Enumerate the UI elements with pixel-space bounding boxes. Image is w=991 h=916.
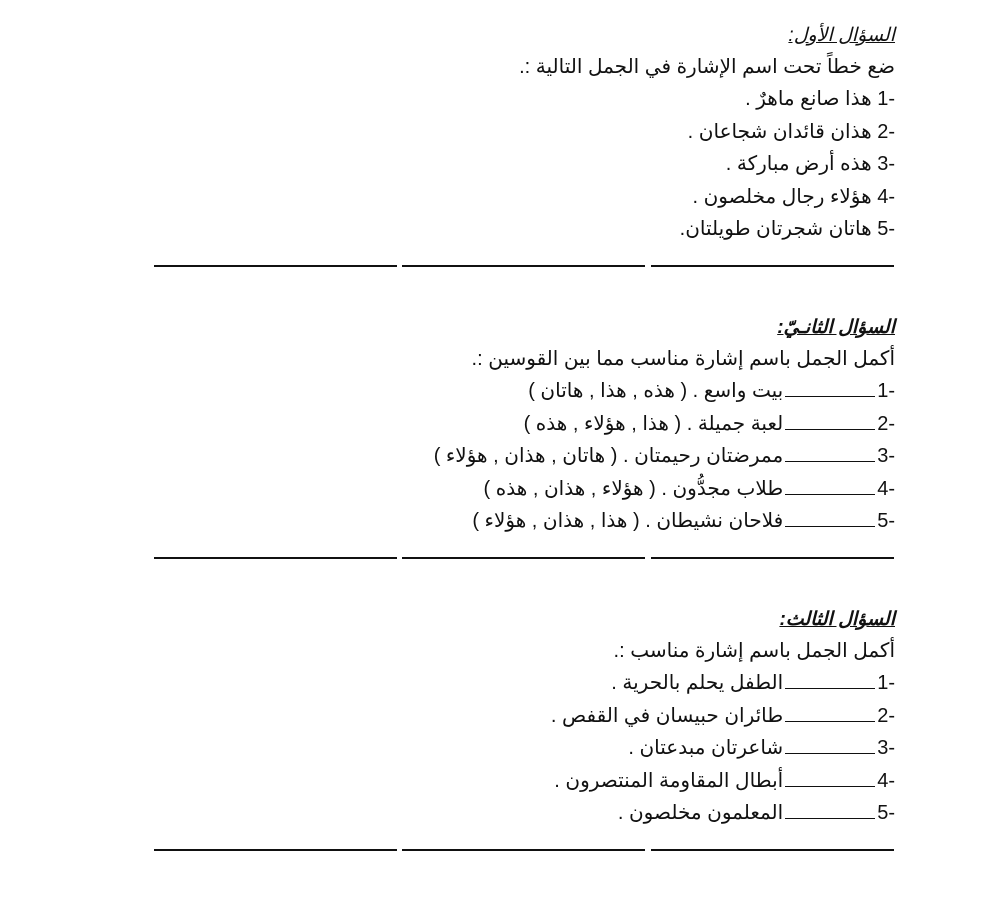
item-number: 4- xyxy=(877,477,895,500)
answer-blank[interactable] xyxy=(785,508,875,527)
item-text: طائران حبيسان في القفص . xyxy=(550,704,784,727)
question-1-instruction: ضع خطاً تحت اسم الإشارة في الجمل التالية :. xyxy=(519,56,895,78)
item-number: 2- xyxy=(877,704,895,727)
item-number: 2- xyxy=(877,120,895,143)
question-2-title: السؤال الثانـيّ: xyxy=(777,317,895,338)
answer-blank[interactable] xyxy=(785,800,875,819)
item-text: هذه أرض مباركة . xyxy=(725,153,872,175)
separator-line xyxy=(651,849,894,851)
item-number: 2- xyxy=(877,412,895,435)
answer-blank[interactable] xyxy=(785,670,875,689)
item-number: 1- xyxy=(877,380,895,402)
answer-blank[interactable] xyxy=(785,443,875,462)
answer-blank[interactable] xyxy=(785,476,875,495)
answer-blank[interactable] xyxy=(785,703,875,722)
answer-blank[interactable] xyxy=(785,768,875,787)
separator-line xyxy=(651,557,894,559)
question-2-item xyxy=(135,473,895,506)
item-text: بيت واسع . ( هذه , هذا , هاتان ) xyxy=(528,380,784,402)
item-number: 4- xyxy=(877,185,895,208)
separator-3 xyxy=(154,849,894,851)
question-3-title: السؤال الثالث: xyxy=(779,609,895,630)
question-2-item xyxy=(135,505,895,538)
separator-1 xyxy=(154,265,894,267)
question-3-item xyxy=(135,732,895,765)
question-3-item xyxy=(135,667,895,700)
answer-blank[interactable] xyxy=(785,411,875,430)
question-1-item xyxy=(135,148,895,181)
question-2 xyxy=(135,313,895,538)
item-text: المعلمون مخلصون . xyxy=(617,802,784,824)
separator-line xyxy=(154,849,397,851)
item-text: هؤلاء رجال مخلصون . xyxy=(692,185,872,208)
item-text: ممرضتان رحيمتان . ( هاتان , هذان , هؤلاء ) xyxy=(433,445,784,467)
question-3 xyxy=(135,605,895,830)
question-3-item xyxy=(135,797,895,830)
item-number: 1- xyxy=(877,672,895,694)
item-number: 3- xyxy=(877,445,895,467)
item-number: 3- xyxy=(877,737,895,759)
question-1-item xyxy=(135,213,895,246)
question-2-item xyxy=(135,440,895,473)
question-3-item xyxy=(135,765,895,798)
item-text: فلاحان نشيطان . ( هذا , هذان , هؤلاء ) xyxy=(472,510,784,532)
separator-line xyxy=(402,849,645,851)
question-3-instruction: أكمل الجمل باسم إشارة مناسب :. xyxy=(613,640,895,662)
item-text: هاتان شجرتان طويلتان. xyxy=(679,218,872,240)
question-2-item xyxy=(135,375,895,408)
item-number: 5- xyxy=(877,218,895,240)
question-1-item xyxy=(135,116,895,149)
item-number: 3- xyxy=(877,153,895,175)
separator-line xyxy=(651,265,894,267)
item-text: لعبة جميلة . ( هذا , هؤلاء , هذه ) xyxy=(523,412,784,435)
item-number: 5- xyxy=(877,510,895,532)
item-text: هذا صانع ماهرٌ . xyxy=(745,88,872,110)
item-text: طلاب مجدُّون . ( هؤلاء , هذان , هذه ) xyxy=(483,477,784,500)
item-text: شاعرتان مبدعتان . xyxy=(628,737,784,759)
question-1-item xyxy=(135,181,895,214)
separator-2 xyxy=(154,557,894,559)
separator-line xyxy=(402,265,645,267)
item-number: 1- xyxy=(877,88,895,110)
question-2-instruction: أكمل الجمل باسم إشارة مناسب مما بين القوسين :. xyxy=(471,348,895,370)
item-number: 5- xyxy=(877,802,895,824)
answer-blank[interactable] xyxy=(785,735,875,754)
question-1-title: السؤال الأول: xyxy=(788,25,895,46)
answer-blank[interactable] xyxy=(785,378,875,397)
item-number: 4- xyxy=(877,769,895,792)
separator-line xyxy=(154,265,397,267)
separator-line xyxy=(402,557,645,559)
separator-line xyxy=(154,557,397,559)
item-text: الطفل يحلم بالحرية . xyxy=(611,672,784,694)
question-2-item xyxy=(135,408,895,441)
question-1-item xyxy=(135,83,895,116)
question-1 xyxy=(135,21,895,246)
item-text: أبطال المقاومة المنتصرون . xyxy=(554,769,784,792)
item-text: هذان قائدان شجاعان . xyxy=(687,120,872,143)
question-3-item xyxy=(135,700,895,733)
